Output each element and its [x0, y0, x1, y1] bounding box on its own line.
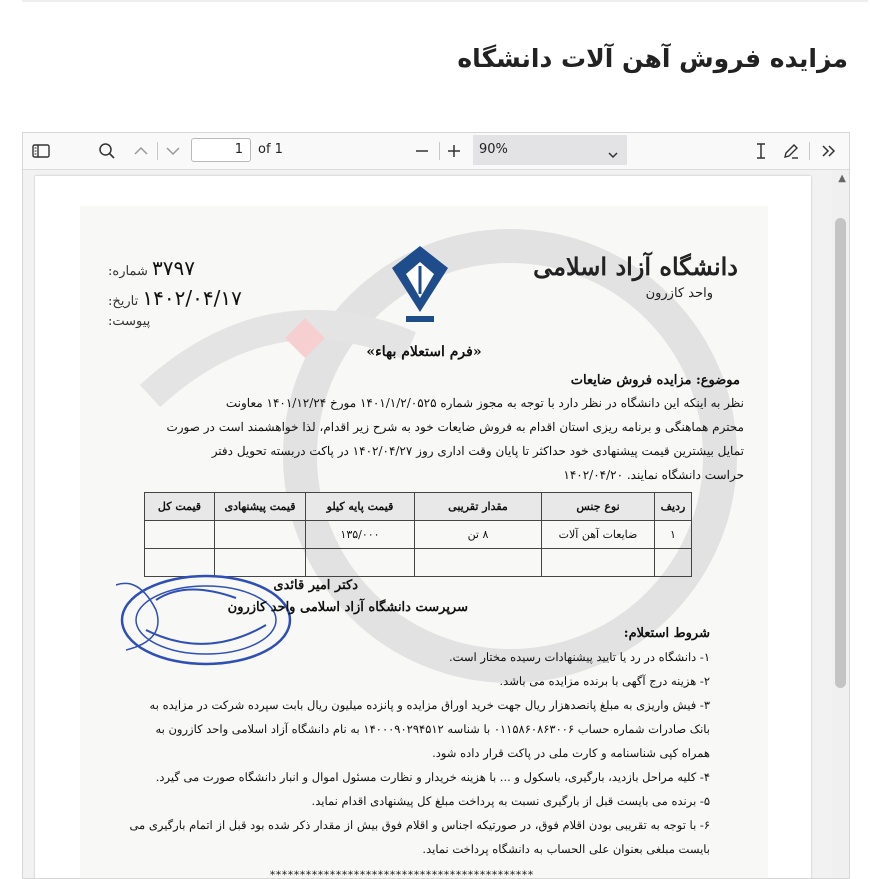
paragraph-line: محترم هماهنگی و برنامه ریزی استان اقدام به فروش ضایعات خود به شرح زیر اقدام، لذا خواهشمند است در صورت — [166, 420, 744, 434]
table-header: قیمت پایه کیلو — [306, 493, 415, 521]
pdf-scroll-area[interactable] — [23, 170, 849, 878]
zoom-value: 90% — [479, 142, 508, 157]
condition-line: ۶- با توجه به تقریبی بودن اقلام فوق، در صورتیکه اجناس و اقلام فوق بیش از مقدار ذکر شده بود قبل از اتمام بارگیری می — [129, 818, 710, 832]
condition-line: بایست مبلغی بعنوان علی الحساب به دانشگاه پرداخت نماید. — [422, 842, 710, 856]
table-header: نوع جنس — [542, 493, 655, 521]
top-divider — [22, 0, 868, 2]
closing-stars: ******************************************** — [270, 870, 534, 879]
toolbar-separator — [157, 142, 158, 160]
page-number-input[interactable]: 1 — [191, 138, 251, 162]
scanned-letter — [80, 206, 768, 879]
paragraph-line: نظر به اینکه این دانشگاه در نظر دارد با توجه به مجوز شماره ۱۴۰۱/۱/۲/۰۵۲۵ مورخ ۱۴۰۱/۱۲/۲۴ معاونت — [225, 396, 744, 410]
letter-number-value: ۳۷۹۷ — [151, 256, 195, 280]
university-branch: واحد کازرون — [645, 286, 713, 301]
condition-line: همراه کپی شناسنامه و کارت ملی در پاکت قرار داده شود. — [432, 746, 710, 760]
condition-line: ۵- برنده می بایست قبل از بارگیری نسبت به پرداخت مبلغ کل پیشنهادی اقدام نماید. — [311, 794, 710, 808]
chevron-down-icon[interactable] — [161, 139, 185, 163]
paragraph-line: تمایل بیشترین قیمت پیشنهادی خود حداکثر تا پایان وقت اداری روز ۱۴۰۲/۰۴/۲۷ در پاکت دربسته تحویل دفتر — [211, 444, 744, 458]
double-chevron-right-icon[interactable] — [817, 139, 841, 163]
condition-line: ۱- دانشگاه در رد یا تایید پیشنهادات رسیده مختار است. — [448, 650, 710, 664]
signatory-title: سرپرست دانشگاه آزاد اسلامی واحد کازرون — [227, 600, 468, 615]
table-header: ردیف — [655, 493, 692, 521]
chevron-down-icon — [607, 143, 619, 173]
university-logo — [380, 242, 460, 332]
table-cell — [215, 521, 306, 549]
table-header: قیمت کل — [145, 493, 215, 521]
table-cell: ۱ — [655, 521, 692, 549]
conditions-title: شروط استعلام: — [623, 626, 710, 641]
table-header: مقدار تقریبی — [415, 493, 542, 521]
paragraph-line: حراست دانشگاه نمایند. ۱۴۰۲/۰۴/۲۰ — [563, 468, 744, 482]
chevron-up-icon[interactable] — [129, 139, 153, 163]
scrollbar-thumb[interactable] — [835, 218, 846, 688]
plus-icon[interactable] — [442, 139, 466, 163]
condition-line: بانک صادرات شماره حساب ۰۱۱۵۸۶۰۸۶۳۰۰۶ با شناسه ۱۴۰۰۰۹۰۲۹۴۵۱۲ به نام دانشگاه آزاد اسلامی واحد کازرون به — [155, 722, 710, 736]
letter-date: ۱۴۰۲/۰۴/۱۷ تاریخ: — [108, 286, 242, 310]
signatory-name: دکتر امیر قائدی — [273, 578, 358, 593]
search-icon[interactable] — [95, 139, 119, 163]
letter-number: ۳۷۹۷ شماره: — [108, 256, 195, 280]
table-row — [145, 521, 692, 549]
sidebar-toggle-icon[interactable] — [29, 139, 53, 163]
table-header: قیمت پیشنهادی — [215, 493, 306, 521]
minus-icon[interactable] — [410, 139, 434, 163]
form-title: «فرم استعلام بهاء» — [366, 344, 482, 360]
toolbar-separator — [439, 142, 440, 160]
pdf-toolbar — [23, 133, 849, 170]
pen-icon[interactable] — [779, 139, 803, 163]
zoom-select[interactable] — [473, 135, 627, 165]
table-cell: ۱۳۵/۰۰۰ — [306, 521, 415, 549]
letter-date-value: ۱۴۰۲/۰۴/۱۷ — [142, 286, 242, 310]
letter-subject: موضوع: مزایده فروش ضایعات — [570, 373, 740, 388]
page-count-label: of 1 — [258, 142, 283, 157]
scroll-up-arrow-icon[interactable]: ▲ — [838, 173, 846, 184]
condition-line: ۲- هزینه درج آگهی با برنده مزایده می باشد. — [499, 674, 710, 688]
toolbar-separator — [809, 142, 810, 160]
text-cursor-icon[interactable] — [749, 139, 773, 163]
table-cell — [145, 521, 215, 549]
letter-attachment: پیوست: — [108, 314, 151, 329]
page-title: مزایده فروش آهن آلات دانشگاه — [457, 44, 848, 73]
table-cell: ضایعات آهن آلات — [542, 521, 655, 549]
official-stamp — [116, 570, 296, 670]
table-header-row — [145, 493, 692, 521]
items-table — [144, 492, 692, 577]
pdf-page — [35, 176, 811, 879]
condition-line: ۴- کلیه مراحل بازدید، بارگیری، باسکول و ... با هزینه خریدار و نظارت مسئول اموال و انبار دانشگاه صورت می گیرد. — [155, 770, 710, 784]
table-cell: ۸ تن — [415, 521, 542, 549]
university-name: دانشگاه آزاد اسلامی — [533, 252, 738, 281]
pdf-viewer[interactable] — [22, 132, 850, 879]
condition-line: ۳- فیش واریزی به مبلغ پانصدهزار ریال جهت خرید اوراق مزایده و پانزده میلیون ریال بابت سپرده شرکت در مزایده به — [149, 698, 710, 712]
